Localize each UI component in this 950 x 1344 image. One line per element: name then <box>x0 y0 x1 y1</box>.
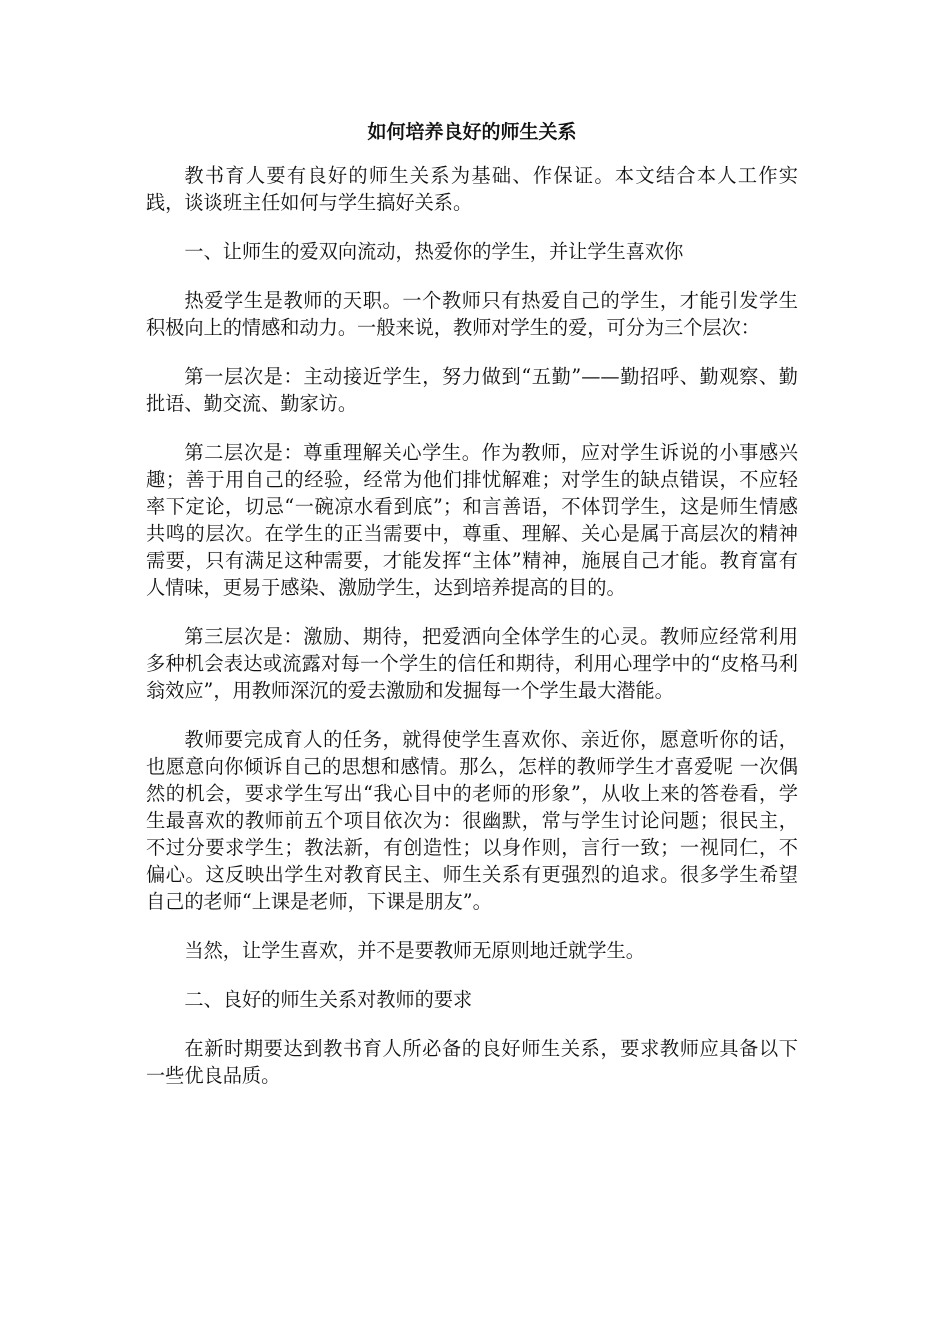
document-page <box>146 118 798 1111</box>
paragraph-student-preference: 教师要完成育人的任务，就得使学生喜欢你、亲近你，愿意听你的话，也愿意向你倾诉自己的思想和感情。那么，怎样的教师学生才喜爱呢 一次偶然的机会，要求学生写出“我心目中的老师的形象”，从收上来的答卷看，学生最喜欢的教师前五个项目依次为：很幽默，常与学生讨论问题；很民主，不过分要求学生；教法新，有创造性；以身作则，言行一致；一视同仁，不偏心。这反映出学生对教育民主、师生关系有更强烈的追求。很多学生希望自己的老师“上课是老师，下课是朋友”。 <box>146 728 798 913</box>
section-heading-1: 一、让师生的爱双向流动，热爱你的学生，并让学生喜欢你 <box>184 240 684 263</box>
document-title: 如何培养良好的师生关系 <box>367 121 577 143</box>
paragraph-teacher-duty: 热爱学生是教师的天职。一个教师只有热爱自己的学生，才能引发学生积极向上的情感和动力。一般来说，教师对学生的爱，可分为三个层次： <box>146 289 798 339</box>
paragraph-level-1: 第一层次是：主动接近学生，努力做到“五勤”——勤招呼、勤观察、勤批语、勤交流、勤家访。 <box>146 365 798 415</box>
paragraph-level-2: 第二层次是：尊重理解关心学生。作为教师，应对学生诉说的小事感兴趣；善于用自己的经验，经常为他们排忧解难；对学生的缺点错误，不应轻率下定论，切忌“一碗凉水看到底”；和言善语，不体罚学生，这是师生情感共鸣的层次。在学生的正当需要中，尊重、理解、关心是属于高层次的精神需要，只有满足这种需要，才能发挥“主体”精神，施展自己才能。教育富有人情味，更易于感染、激励学生，达到培养提高的目的。 <box>146 441 798 599</box>
section-heading-2: 二、良好的师生关系对教师的要求 <box>184 988 473 1011</box>
paragraph-intro: 教书育人要有良好的师生关系为基础、作保证。本文结合本人工作实践，谈谈班主任如何与学生搞好关系。 <box>146 164 798 214</box>
paragraph-teacher-qualities: 在新时期要达到教书育人所必备的良好师生关系，要求教师应具备以下一些优良品质。 <box>146 1037 798 1087</box>
paragraph-no-compromise: 当然，让学生喜欢，并不是要教师无原则地迁就学生。 <box>184 939 645 962</box>
paragraph-level-3: 第三层次是：激励、期待，把爱洒向全体学生的心灵。教师应经常利用多种机会表达或流露对每一个学生的信任和期待，利用心理学中的“皮格马利翁效应”，用教师深沉的爱去激励和发掘每一个学生最大潜能。 <box>146 625 798 702</box>
